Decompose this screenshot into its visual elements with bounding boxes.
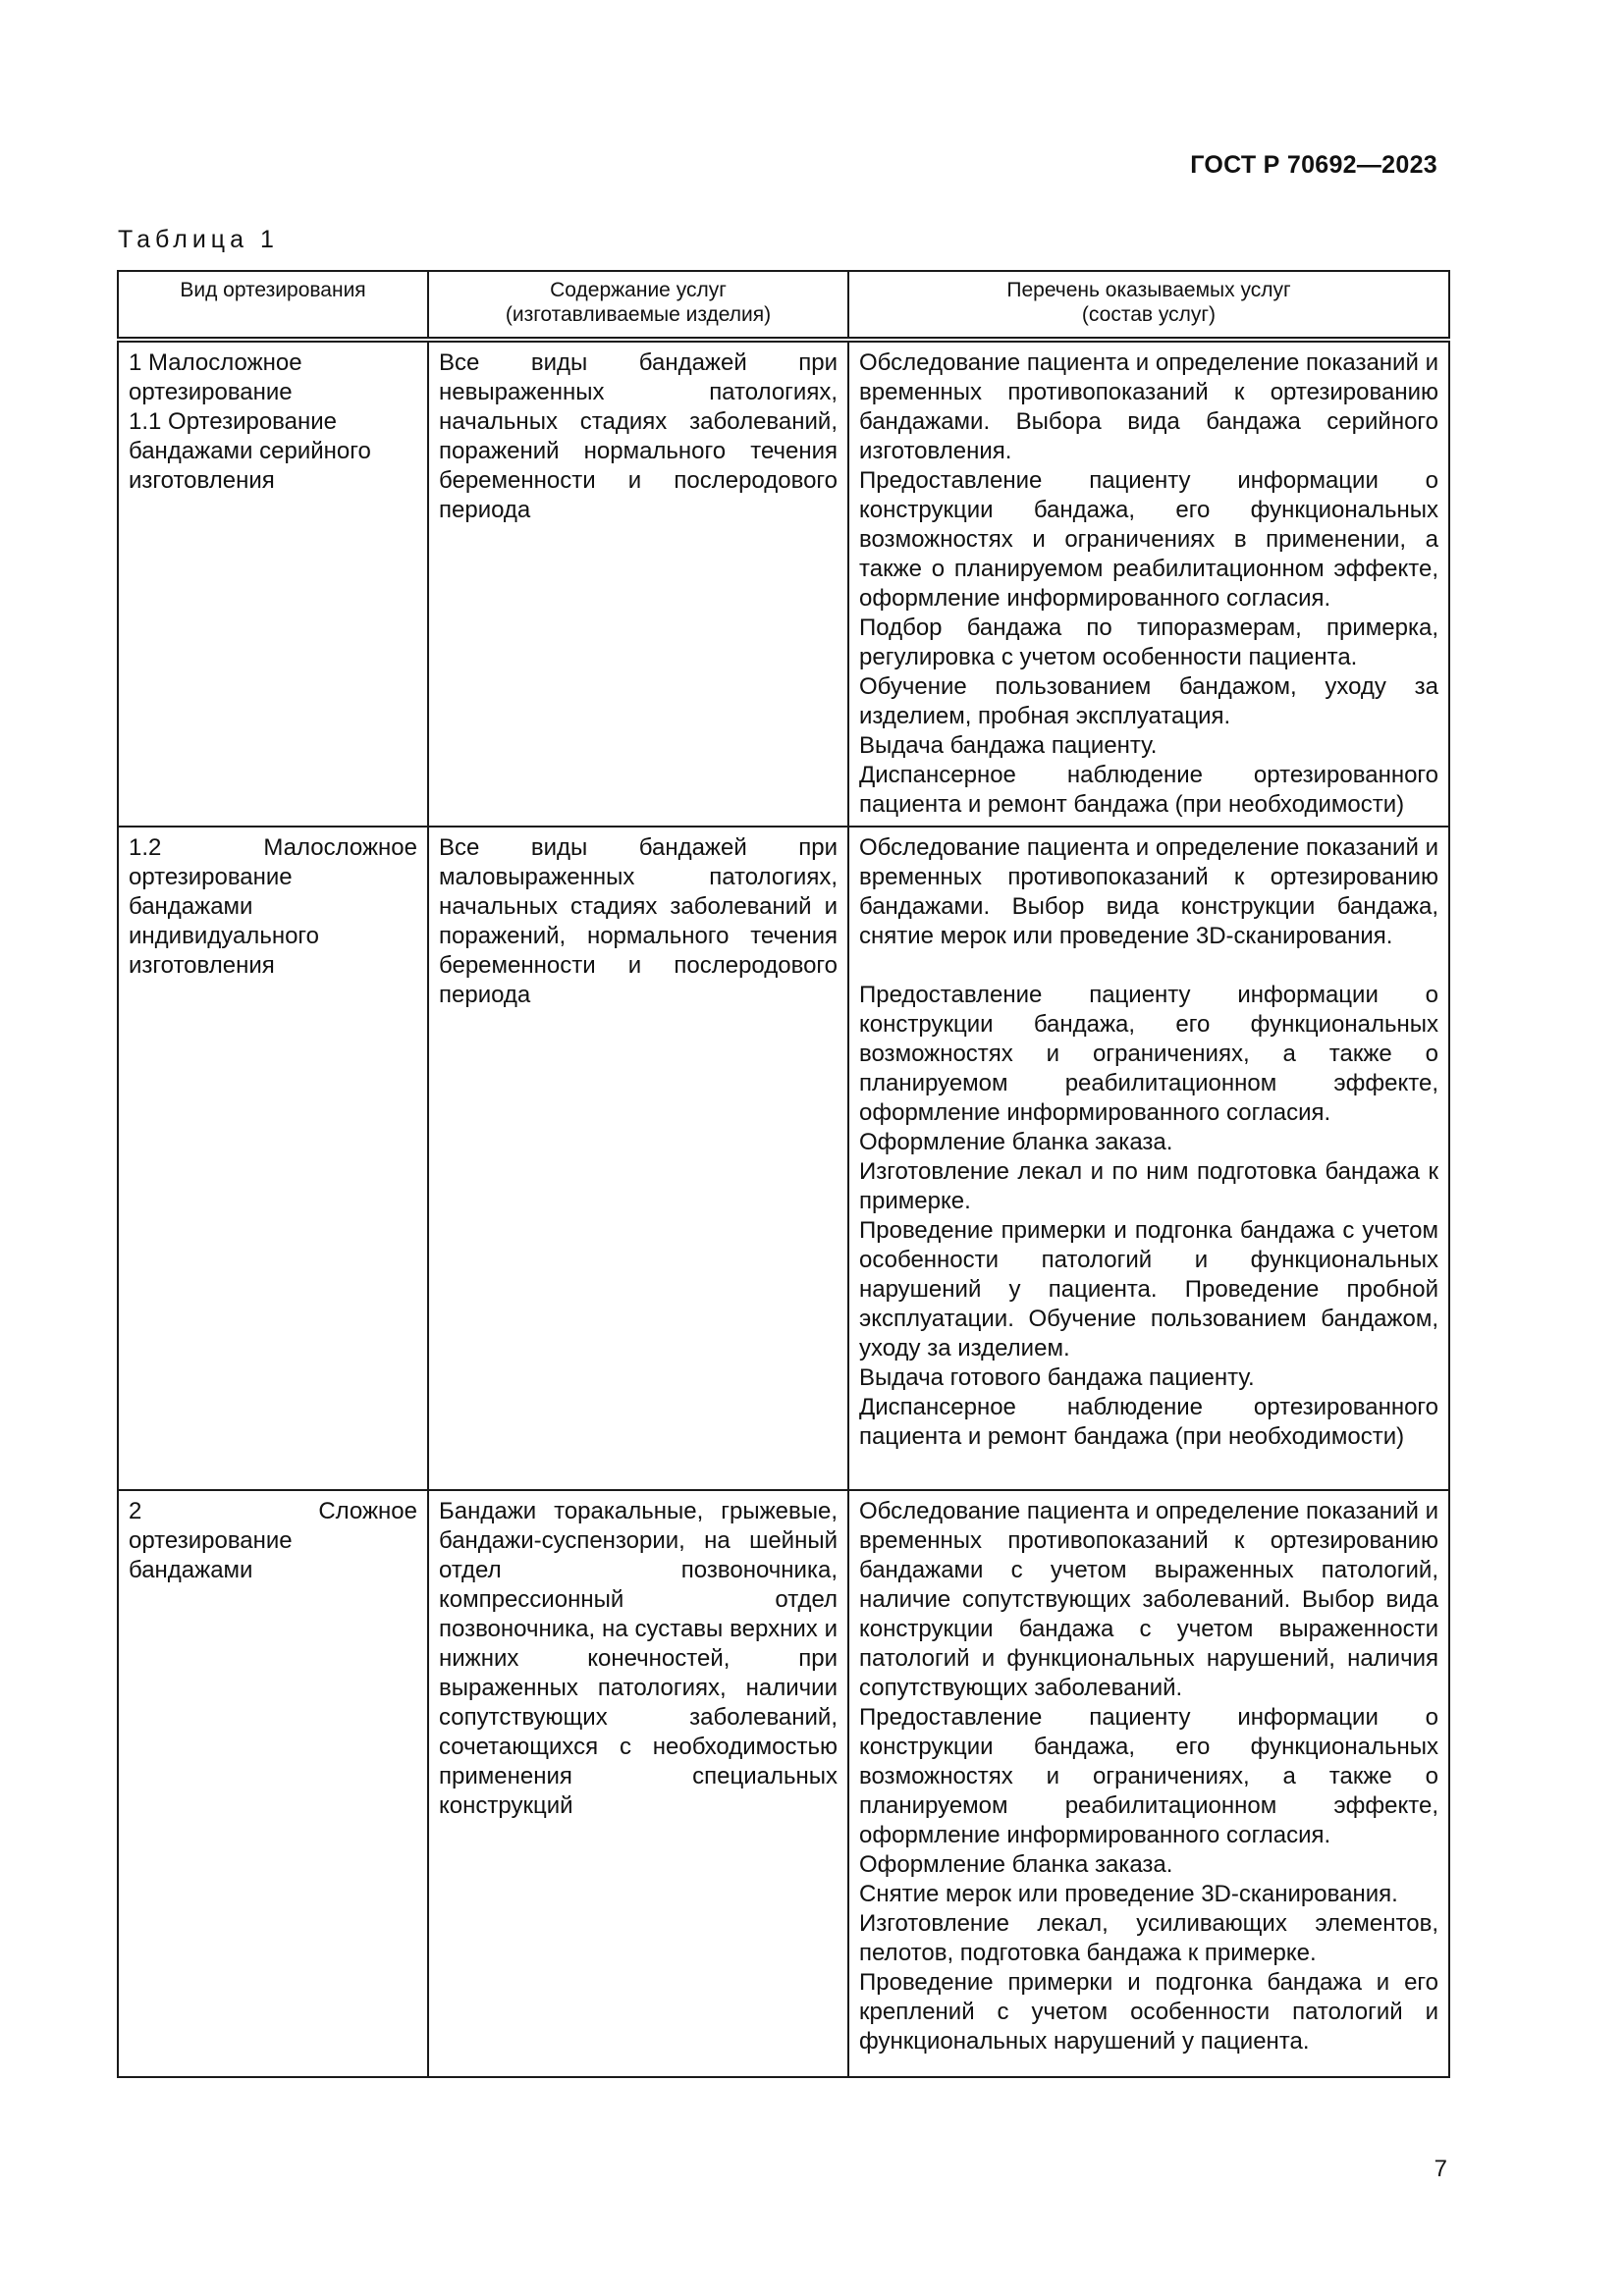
type-line: 1.1 Ортезирование бандажами серийного изготовления: [129, 408, 371, 494]
service-item: Предоставление пациенту информации о конструкции бандажа, его функциональных возможностях и ограничениях, а также о планируемом реабилитационном эффекте, оформление информированного согласия.: [859, 1704, 1438, 1848]
service-item: Диспансерное наблюдение ортезированного пациента и ремонт бандажа (при необходимости): [859, 1394, 1438, 1450]
header-line: Вид ортезирования: [180, 279, 366, 301]
type-line: 1 Малосложное ортезирование: [129, 349, 302, 405]
cell-service-content: Бандажи торакальные, грыжевые, бандажи-суспензории, на шейный отдел позвоночника, компрессионный отдел позвоночника, на суставы верхних и нижних конечностей, при выраженных патологиях, наличии сопутствующих заболеваний, сочетающихся с необходимостью применения специальных конструкций: [428, 1490, 848, 2077]
cell-service-list: [848, 827, 1449, 1490]
service-item: Изготовление лекал, усиливающих элементов, пелотов, подготовка бандажа к примерке.: [859, 1910, 1438, 1966]
service-item: Обследование пациента и определение показаний и временных противопоказаний к ортезированию бандажами. Выбора вида бандажа серийного изготовления.: [859, 349, 1438, 464]
page-number: 7: [1434, 2156, 1447, 2182]
service-item: Обучение пользованием бандажом, уходу за изделием, пробная эксплуатация.: [859, 673, 1438, 729]
header-line: (состав услуг): [1081, 303, 1217, 326]
table-header-row: [118, 271, 1449, 340]
service-item: Предоставление пациенту информации о конструкции бандажа, его функциональных возможностях и ограничениях, а также о планируемом реабилитационном эффекте, оформление информированного согласия.: [859, 982, 1438, 1126]
header-line: Содержание услуг: [550, 279, 727, 301]
service-item: Проведение примерки и подгонка бандажа и его креплений с учетом особенности патологий и функциональных нарушений у пациента.: [859, 1969, 1438, 2055]
service-item: Обследование пациента и определение показаний и временных противопоказаний к ортезированию бандажами с учетом выраженных патологий, наличие сопутствующих заболеваний. Выбор вида конструкции бандажа с учетом выраженности патологий и функциональных нарушений, наличия сопутствующих заболеваний.: [859, 1498, 1438, 1701]
service-item: Оформление бланка заказа.: [859, 1129, 1173, 1155]
service-item: Подбор бандажа по типоразмерам, примерка, регулировка с учетом особенности пациента.: [859, 614, 1438, 670]
service-item: Изготовление лекал и по ним подготовка бандажа к примерке.: [859, 1158, 1438, 1214]
table-row: [118, 827, 1449, 1490]
cell-orthosis-type: [118, 1490, 428, 2077]
service-item: Оформление бланка заказа.: [859, 1851, 1173, 1878]
type-line: 2 Сложное ортезирование бандажами: [129, 1498, 417, 1583]
cell-orthosis-type: [118, 340, 428, 827]
type-line: 1.2 Малосложное ортезирование бандажами индивидуального изготовления: [129, 834, 417, 979]
standard-designation: ГОСТ Р 70692—2023: [1190, 151, 1437, 179]
service-item: Выдача бандажа пациенту.: [859, 732, 1158, 759]
header-orthosis-type: [118, 271, 428, 340]
cell-service-list: [848, 340, 1449, 827]
service-item: Предоставление пациенту информации о конструкции бандажа, его функциональных возможностях и ограничениях в применении, а также о планируемом реабилитационном эффекте, оформление информированного согласия.: [859, 467, 1438, 612]
cell-service-content: Все виды бандажей при маловыраженных патологиях, начальных стадиях заболеваний и поражений, нормального течения беременности и послеродового периода: [428, 827, 848, 1490]
header-line: (изготавливаемые изделия): [505, 303, 772, 326]
service-item: Выдача готового бандажа пациенту.: [859, 1364, 1255, 1391]
services-table: [117, 270, 1450, 2078]
header-service-list: [848, 271, 1449, 340]
header-line: Перечень оказываемых услуг: [1006, 279, 1291, 301]
table-row: [118, 340, 1449, 827]
cell-orthosis-type: [118, 827, 428, 1490]
cell-service-content: Все виды бандажей при невыраженных патологиях, начальных стадиях заболеваний, поражений нормального течения беременности и послеродового периода: [428, 340, 848, 827]
service-item: Снятие мерок или проведение 3D-сканирования.: [859, 1881, 1398, 1907]
table-caption: Таблица 1: [118, 226, 279, 253]
service-item: Диспансерное наблюдение ортезированного пациента и ремонт бандажа (при необходимости): [859, 762, 1438, 818]
header-service-content: [428, 271, 848, 340]
service-item: Обследование пациента и определение показаний и временных противопоказаний к ортезированию бандажами. Выбор вида конструкции бандажа, снятие мерок или проведение 3D-сканирования.: [859, 834, 1438, 949]
paragraph-gap: [859, 951, 1438, 981]
cell-service-list: [848, 1490, 1449, 2077]
table-row: [118, 1490, 1449, 2077]
service-item: Проведение примерки и подгонка бандажа с учетом особенности патологий и функциональных нарушений у пациента. Проведение пробной эксплуатации. Обучение пользованием бандажом, уходу за изделием.: [859, 1217, 1438, 1362]
